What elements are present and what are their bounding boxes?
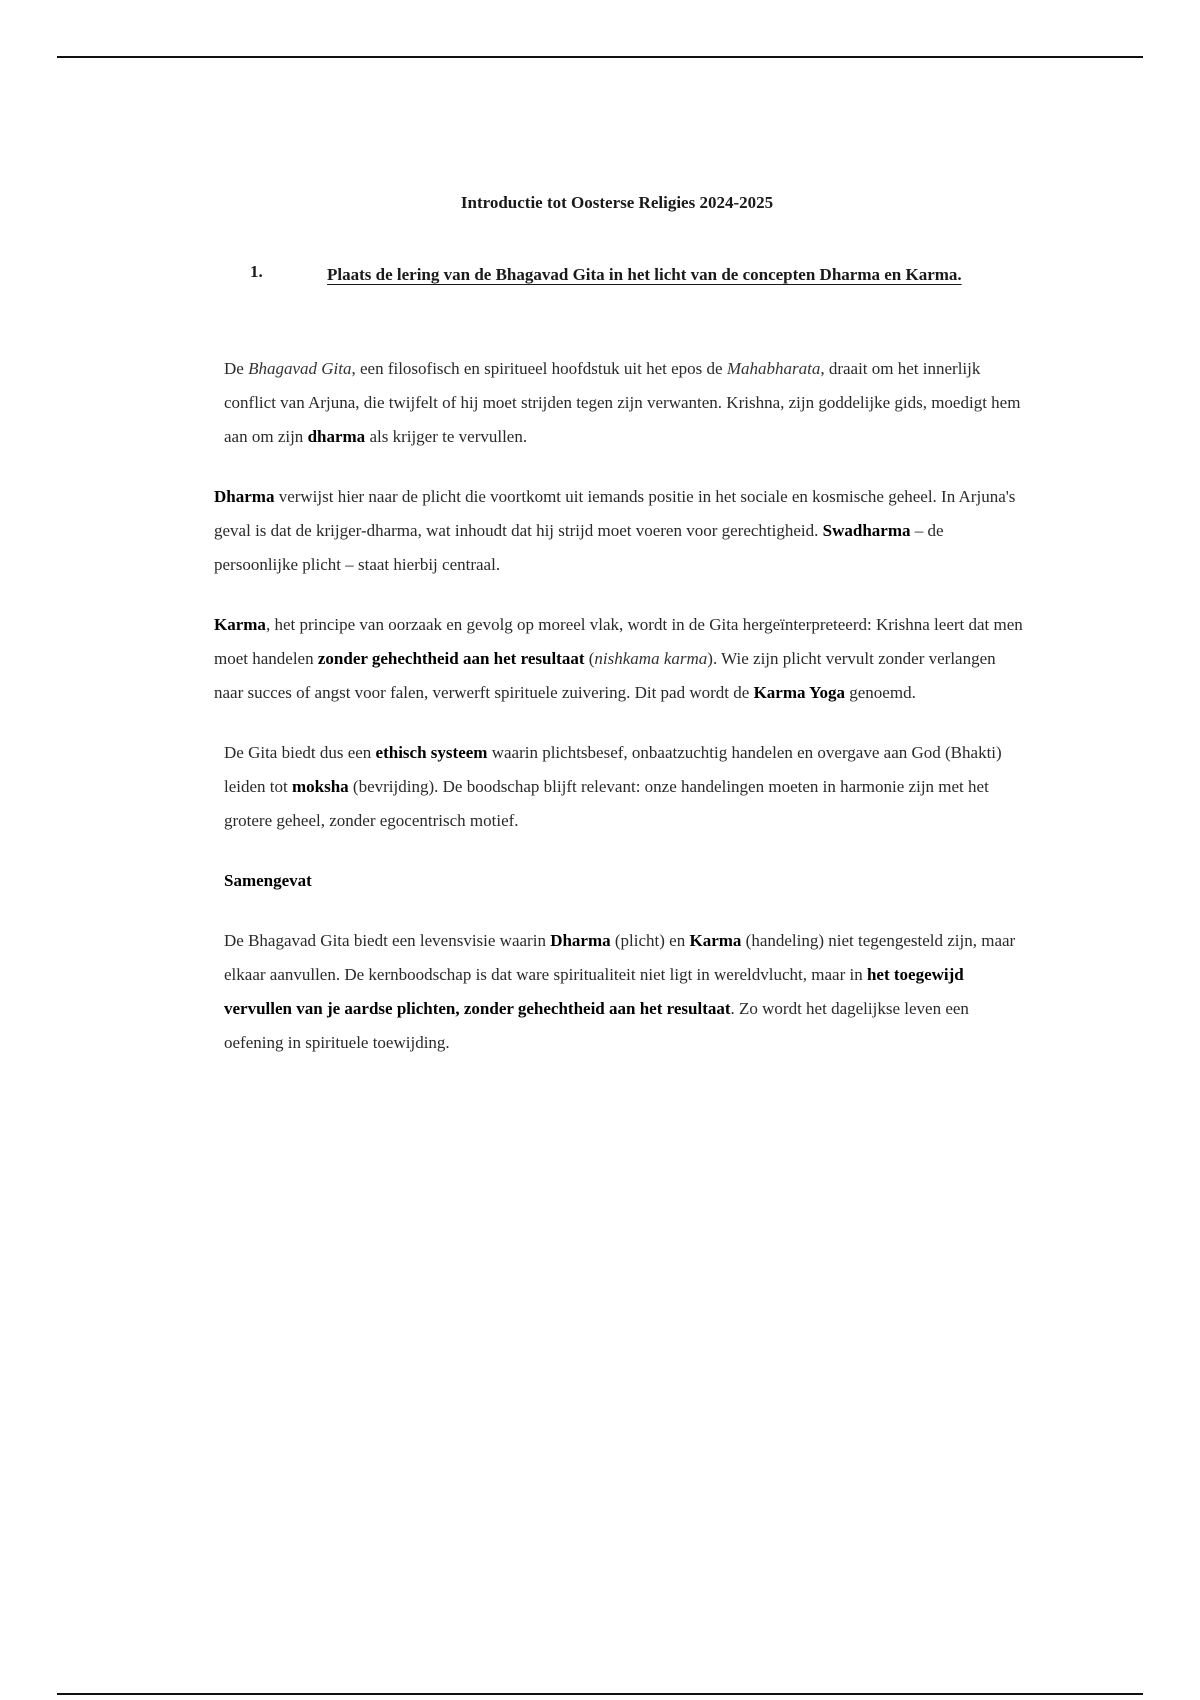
- text-run: De Bhagavad Gita biedt een levensvisie waarin: [224, 931, 551, 950]
- bold-term: Swadharma: [822, 521, 911, 540]
- question-number: 1.: [250, 262, 263, 281]
- document-title: Introductie tot Oosterse Religies 2024-2025: [460, 193, 774, 212]
- bold-term: ethisch systeem: [375, 743, 488, 762]
- question-block: [250, 258, 1020, 292]
- summary-section: [214, 864, 1029, 1060]
- italic-term: Mahabharata: [726, 359, 821, 378]
- text-run: , een filosofisch en spiritueel hoofdstuk uit het epos de: [351, 359, 727, 378]
- bold-term: Karma Yoga: [753, 683, 846, 702]
- text-run: , draait om het innerlijk conflict van Arjuna, die twijfelt of hij moet strijden tegen zijn verwanten. Krishna, zijn goddelijke gids, moedigt hem aan om zijn: [224, 359, 1021, 446]
- italic-term: nishkama karma: [594, 649, 708, 668]
- paragraph-ethics: [214, 736, 1029, 838]
- bold-term: moksha: [291, 777, 349, 796]
- paragraph-karma: [214, 608, 1029, 710]
- text-run: verwijst hier naar de plicht die voortkomt uit iemands positie in het sociale en kosmische geheel. In Arjuna's geval is dat de krijger-dharma, wat inhoudt dat hij strijd moet voeren voor gerechtigheid.: [214, 487, 1016, 540]
- italic-term: Bhagavad Gita: [248, 359, 352, 378]
- bold-term: Karma: [689, 931, 742, 950]
- text-run: De Gita biedt dus een: [224, 743, 376, 762]
- summary-heading: Samengevat: [224, 871, 312, 890]
- paragraph-dharma: [214, 480, 1029, 582]
- text-run: waarin plichtsbesef, onbaatzuchtig handelen en overgave aan God (Bhakti) leiden tot: [224, 743, 1002, 796]
- page-bottom-rule: [57, 1693, 1143, 1695]
- text-run: als krijger te vervullen.: [365, 427, 528, 446]
- text-run: – de persoonlijke plicht – staat hierbij centraal.: [214, 521, 944, 574]
- text-run: (handeling) niet tegengesteld zijn, maar elkaar aanvullen. De kernboodschap is dat ware spiritualiteit niet ligt in wereldvlucht, maar in: [224, 931, 1016, 984]
- text-run: (: [584, 649, 595, 668]
- bold-term: dharma: [307, 427, 366, 446]
- text-run: (bevrijding). De boodschap blijft relevant: onze handelingen moeten in harmonie zijn met het grotere geheel, zonder egocentrisch motief.: [224, 777, 989, 830]
- bold-term: het toegewijd vervullen van je aardse plichten, zonder gehechtheid aan het resultaat: [224, 965, 964, 1018]
- text-run: , het principe van oorzaak en gevolg op moreel vlak, wordt in de Gita hergeïnterpreteerd: Krishna leert dat men moet handelen: [214, 615, 1023, 668]
- bold-term: Karma: [214, 615, 266, 634]
- text-run: . Zo wordt het dagelijkse leven een oefening in spirituele toewijding.: [224, 999, 969, 1052]
- question-text: Plaats de lering van de Bhagavad Gita in het licht van de concepten Dharma en Karma.: [327, 265, 962, 284]
- bold-term: Dharma: [550, 931, 611, 950]
- text-run: (plicht) en: [610, 931, 690, 950]
- bold-term: Dharma: [214, 487, 275, 506]
- paragraph-intro: [214, 352, 1029, 454]
- document-body: [214, 352, 1029, 1086]
- text-run: De: [224, 359, 249, 378]
- text-run: genoemd.: [845, 683, 916, 702]
- text-run: ). Wie zijn plicht vervult zonder verlangen naar succes of angst voor falen, verwerft spirituele zuivering. Dit pad wordt de: [214, 649, 996, 702]
- page-top-rule: [57, 56, 1143, 58]
- bold-term: zonder gehechtheid aan het resultaat: [317, 649, 585, 668]
- paragraph-summary: [214, 924, 1029, 1060]
